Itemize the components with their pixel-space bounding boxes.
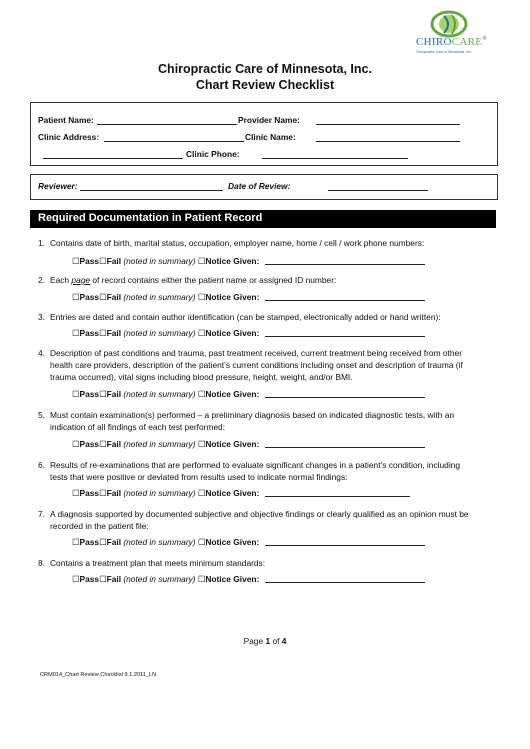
fail-note: (noted in summary): [123, 256, 196, 266]
fail-checkbox[interactable]: ☐: [99, 439, 107, 449]
notice-checkbox[interactable]: ☐: [197, 574, 206, 584]
item-5-number: 5.: [38, 410, 45, 420]
item-7-answer-row: [72, 537, 259, 547]
org-title: Chiropractic Care of Minnesota, Inc.: [158, 62, 372, 76]
item-4-notice-field[interactable]: [265, 397, 425, 398]
item-2-number: 2.: [38, 275, 45, 285]
item-2-answer-row: [72, 292, 259, 302]
clinic-name-field[interactable]: [316, 141, 460, 142]
item-4-number: 4.: [38, 348, 45, 358]
item-8-text: Contains a treatment plan that meets minimum standards:: [50, 558, 266, 568]
notice-label: Notice Given:: [205, 488, 260, 498]
item-1-number: 1.: [38, 238, 45, 248]
item-8-notice-field[interactable]: [265, 582, 425, 583]
clinic-phone-label: Clinic Phone:: [186, 149, 240, 159]
item-2-notice-field[interactable]: [265, 300, 425, 301]
fail-note: (noted in summary): [123, 574, 196, 584]
item-1-text: Contains date of birth, marital status, occupation, employer name, home / cell / work phone numbers:: [50, 238, 425, 248]
notice-checkbox[interactable]: ☐: [197, 439, 206, 449]
fail-checkbox[interactable]: ☐: [99, 574, 107, 584]
notice-checkbox[interactable]: ☐: [197, 488, 206, 498]
fail-checkbox[interactable]: ☐: [99, 328, 107, 338]
fail-note: (noted in summary): [123, 537, 196, 547]
fail-checkbox[interactable]: ☐: [99, 389, 107, 399]
fail-label: Fail: [106, 328, 122, 338]
page-total: 4: [281, 636, 287, 646]
fail-checkbox[interactable]: ☐: [99, 256, 107, 266]
notice-label: Notice Given:: [205, 537, 260, 547]
logo-tagline: Chiropractic Care of Minnesota, Inc.: [416, 50, 472, 54]
fail-label: Fail: [106, 574, 122, 584]
item-4-answer-row: [72, 389, 259, 399]
item-6-text-line2: tests that were positive or deviated from results used to indicate normal findings:: [50, 472, 348, 482]
page-indicator: Page 1 of 4: [243, 636, 287, 646]
clinic-name-label: Clinic Name:: [245, 132, 296, 142]
fail-label: Fail: [106, 439, 122, 449]
fail-label: Fail: [106, 488, 122, 498]
notice-label: Notice Given:: [205, 256, 260, 266]
item-3-number: 3.: [38, 312, 45, 322]
clinic-address-field[interactable]: [104, 141, 244, 142]
pass-label: Pass: [79, 574, 100, 584]
fail-note: (noted in summary): [123, 389, 196, 399]
pass-checkbox[interactable]: ☐: [72, 574, 80, 584]
pass-label: Pass: [79, 256, 100, 266]
logo-wordmark: [416, 36, 487, 48]
notice-checkbox[interactable]: ☐: [197, 292, 206, 302]
item-8-number: 8.: [38, 558, 45, 568]
pass-label: Pass: [79, 389, 100, 399]
page-title: Chart Review Checklist: [195, 78, 335, 92]
swirl-logo-icon: [430, 10, 468, 38]
item-6-number: 6.: [38, 460, 45, 470]
pass-checkbox[interactable]: ☐: [72, 537, 80, 547]
item-3-answer-row: [72, 328, 259, 338]
item-5-answer-row: [72, 439, 259, 449]
fail-checkbox[interactable]: ☐: [99, 488, 107, 498]
fail-note: (noted in summary): [123, 439, 196, 449]
item-7-text-line2: recorded in the patient file:: [50, 521, 149, 531]
pass-label: Pass: [79, 328, 100, 338]
patient-name-label: Patient Name:: [38, 115, 94, 125]
document-code: CRM014_Chart Review Checklist 9.1.2011_LN: [40, 672, 157, 678]
item-6-text-line1: Results of re-examinations that are performed to evaluate significant changes in a patient’s condition, including: [50, 460, 460, 470]
item-4-text-line3: trauma occurred), vital signs including blood pressure, height, weight, and/or BMI.: [50, 372, 353, 382]
patient-name-field[interactable]: [97, 124, 237, 125]
date-of-review-label: Date of Review:: [228, 181, 291, 191]
pass-checkbox[interactable]: ☐: [72, 328, 80, 338]
item-3-notice-field[interactable]: [265, 336, 425, 337]
pass-label: Pass: [79, 439, 100, 449]
notice-checkbox[interactable]: ☐: [197, 256, 206, 266]
item-7-text-line1: A diagnosis supported by documented subjective and objective findings or clearly qualified as an opinion must be: [50, 509, 469, 519]
item-1-notice-field[interactable]: [265, 264, 425, 265]
notice-label: Notice Given:: [205, 328, 260, 338]
item-7-notice-field[interactable]: [265, 545, 425, 546]
pass-checkbox[interactable]: ☐: [72, 256, 80, 266]
pass-checkbox[interactable]: ☐: [72, 488, 80, 498]
pass-label: Pass: [79, 488, 100, 498]
notice-label: Notice Given:: [205, 439, 260, 449]
clinic-address-label: Clinic Address:: [38, 132, 100, 142]
item-5-notice-field[interactable]: [265, 447, 425, 448]
logo-name-part2: CARE: [451, 36, 483, 48]
item-6-answer-row: [72, 488, 259, 498]
item-6-notice-field[interactable]: [265, 496, 410, 497]
fail-label: Fail: [106, 292, 122, 302]
pass-checkbox[interactable]: ☐: [72, 389, 80, 399]
fail-label: Fail: [106, 256, 122, 266]
logo-name-part1: CHIRO: [416, 36, 452, 48]
fail-checkbox[interactable]: ☐: [99, 537, 107, 547]
fail-checkbox[interactable]: ☐: [99, 292, 107, 302]
notice-checkbox[interactable]: ☐: [197, 328, 206, 338]
provider-name-label: Provider Name:: [238, 115, 300, 125]
fail-label: Fail: [106, 537, 122, 547]
pass-checkbox[interactable]: ☐: [72, 439, 80, 449]
notice-checkbox[interactable]: ☐: [197, 389, 206, 399]
pass-label: Pass: [79, 537, 100, 547]
reviewer-field[interactable]: [80, 190, 223, 191]
item-4-text-line1: Description of past conditions and trauma, past treatment received, current treatment being received from other: [50, 348, 462, 358]
item-4-text-line2: health care providers, description of the patient’s current conditions including onset and description of trauma (if: [50, 360, 463, 370]
clinic-address-line2-field[interactable]: [43, 158, 183, 159]
item-3-text: Entries are dated and contain author identification (can be stamped, electronically added or hand written):: [50, 312, 441, 322]
item-2-emphasis: page: [71, 275, 91, 285]
provider-name-field[interactable]: [316, 124, 460, 125]
fail-note: (noted in summary): [123, 292, 196, 302]
item-1-answer-row: [72, 256, 259, 266]
item-5-text-line1: Must contain examination(s) performed – a preliminary diagnosis based on indicated diagnostic tests, with an: [50, 410, 455, 420]
section-title: Required Documentation in Patient Record: [38, 212, 263, 224]
pass-label: Pass: [79, 292, 100, 302]
page-number: 1: [265, 636, 271, 646]
item-7-number: 7.: [38, 509, 45, 519]
item-2-text: Each page of record contains either the patient name or assigned ID number:: [50, 275, 337, 285]
notice-label: Notice Given:: [205, 389, 260, 399]
item-8-answer-row: [72, 574, 259, 584]
fail-note: (noted in summary): [123, 328, 196, 338]
logo-registered: ®: [482, 36, 488, 42]
notice-checkbox[interactable]: ☐: [197, 537, 206, 547]
notice-label: Notice Given:: [205, 292, 260, 302]
fail-note: (noted in summary): [123, 488, 196, 498]
item-5-text-line2: indication of all findings of each test performed:: [50, 422, 226, 432]
date-of-review-field[interactable]: [328, 190, 428, 191]
notice-label: Notice Given:: [205, 574, 260, 584]
fail-label: Fail: [106, 389, 122, 399]
pass-checkbox[interactable]: ☐: [72, 292, 80, 302]
clinic-phone-field[interactable]: [262, 158, 408, 159]
reviewer-label: Reviewer:: [38, 181, 78, 191]
